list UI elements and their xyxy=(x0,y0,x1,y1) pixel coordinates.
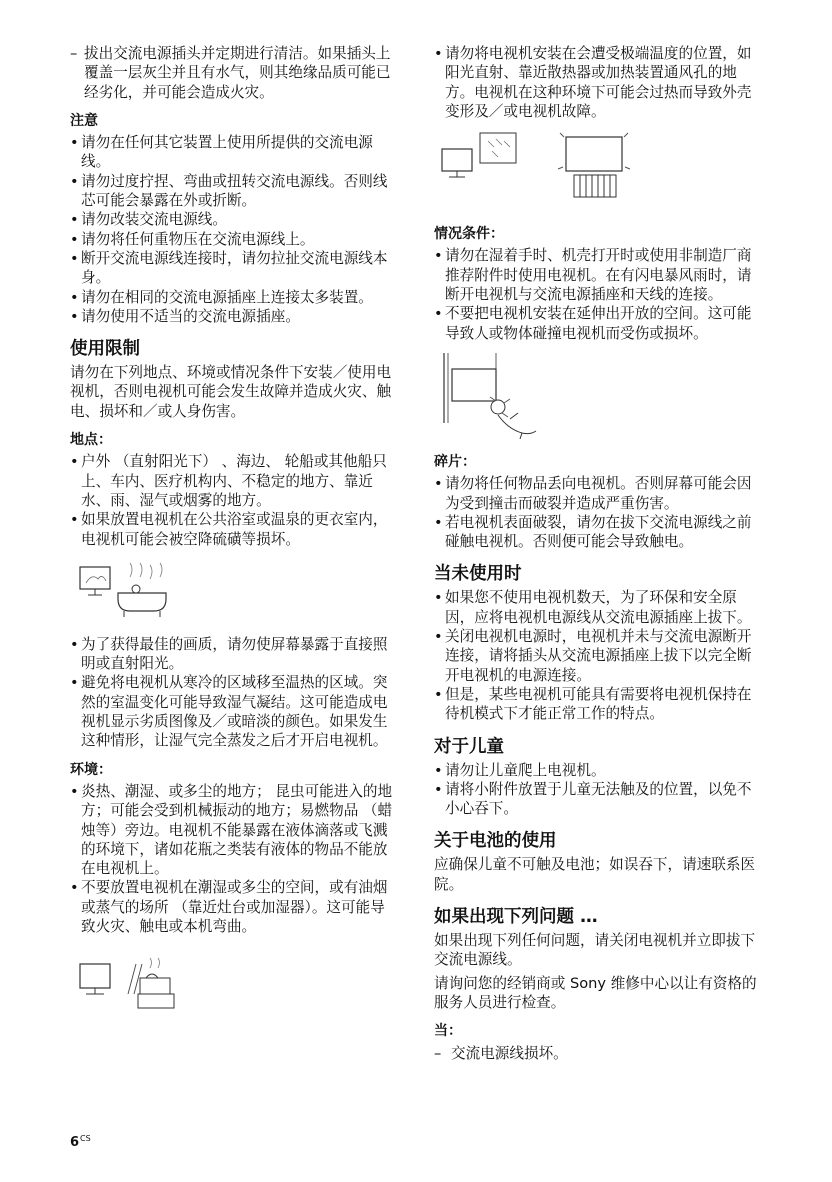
list-item: • 请勿将电视机安装在会遭受极端温度的位置，如阳光直射、靠近散热器或加热装置通风孔的地方。电视机在这种环境下可能会过热而导致外壳变形及／或电视机故障。 xyxy=(434,45,752,120)
list-item: • 关闭电视机电源时，电视机并未与交流电源断开连接，请将插头从交流电源插座上拔下以完全断开电视机的电源连接。 xyxy=(434,628,752,684)
intro-dash-item: – 拔出交流电源插头并定期进行清洁。如果插头上覆盖一层灰尘并且有水气，则其绝缘品质可能已经劣化，并可能会造成火灾。 xyxy=(70,45,391,101)
caution-title: 注意 xyxy=(70,112,98,129)
list-item: • 若电视机表面破裂，请勿在拔下交流电源线之前碰触电视机。否则便可能会导致触电。 xyxy=(434,513,752,551)
list-item: • 如果放置电视机在公共浴室或温泉的更衣室内，电视机可能会被空降硫磺等损坏。 xyxy=(70,511,388,548)
list-item: • 请勿将任何重物压在交流电源线上。 xyxy=(70,230,315,248)
list-item: • 请勿过度拧捏、弯曲或扭转交流电源线。否则线芯可能会暴露在外或折断。 xyxy=(70,172,388,210)
children-heading: 对于儿童 xyxy=(434,736,504,757)
restrictions-heading: 使用限制 xyxy=(70,339,140,360)
list-item: • 但是，某些电视机可能具有需要将电视机保持在待机模式下才能正常工作的特点。 xyxy=(434,685,752,723)
tv-stove-icon xyxy=(74,954,184,1014)
dash-marker: – xyxy=(434,1044,442,1062)
list-item: • 避免将电视机从寒冷的区域移至温热的区域。突然的室温变化可能导致湿气凝结。这可能造成电视机显示劣质图像及／或暗淡的颜色。如果发生这种情形，让湿气完全蒸发之后才开启电视机。 xyxy=(70,674,388,750)
list-item: • 不要放置电视机在潮湿或多尘的空间，或有油烟或蒸气的场所 （靠近灶台或加湿器）。这可能导致火灾、触电或本机弯曲。 xyxy=(70,879,388,935)
left-column xyxy=(70,44,396,1026)
battery-heading: 关于电池的使用 xyxy=(434,831,557,852)
page-number: $6^{CS}$ xyxy=(70,1134,91,1150)
when-title: 当： xyxy=(434,1023,462,1040)
list-item: • 如果您不使用电视机数天，为了环保和安全原因，应将电视机电源线从交流电源插座上拔下。 xyxy=(434,589,752,626)
problem-heading: 如果出现下列问题 … xyxy=(434,907,598,928)
list-item: • 请勿使用不适当的交流电源插座。 xyxy=(70,307,300,325)
kitchen-illustration xyxy=(74,954,396,1016)
right-column xyxy=(434,44,760,1069)
tv-bath-icon xyxy=(74,559,174,619)
bathroom-illustration xyxy=(74,559,396,625)
battery-text: 应确保儿童不可触及电池；如误吞下，请速联系医院。 xyxy=(434,856,756,893)
list-item: • 户外 （直射阳光下） 、海边、 轮船或其他船只上、车内、医疗机构内、不稳定的地方、靠近水、雨、湿气或烟雾的地方。 xyxy=(70,453,387,509)
environment-title: 环境： xyxy=(70,761,112,778)
tv-extended-collision-icon xyxy=(438,353,548,441)
location-title: 地点： xyxy=(70,432,112,449)
wall-mount-illustration xyxy=(438,353,760,443)
tv-sunlight-heater-icon xyxy=(438,129,638,199)
list-item: • 请勿改装交流电源线。 xyxy=(70,211,227,229)
list-item: • 请勿让儿童爬上电视机。 xyxy=(434,761,606,779)
dash-marker: – xyxy=(70,45,78,62)
list-item: • 请将小附件放置于儿童无法触及的位置，以免不小心吞下。 xyxy=(434,780,752,818)
list-item: • 为了获得最佳的画质，请勿使屏幕暴露于直接照明或直射阳光。 xyxy=(70,635,388,673)
restrictions-text: 请勿在下列地点、环境或情况条件下安装／使用电视机，否则电视机可能会发生故障并造成火灾、触电、损坏和／或人身伤害。 xyxy=(70,364,392,420)
list-item: • 请勿在任何其它装置上使用所提供的交流电源线。 xyxy=(70,134,373,171)
list-item: • 断开交流电源线连接时，请勿拉扯交流电源线本身。 xyxy=(70,249,388,287)
list-item: • 不要把电视机安装在延伸出开放的空间。这可能导致人或物体碰撞电视机而受伤或损坏。 xyxy=(434,305,752,342)
list-item: • 请勿将任何物品丢向电视机。否则屏幕可能会因为受到撞击而破裂并造成严重伤害。 xyxy=(434,475,752,512)
list-item: • 炎热、潮湿、或多尘的地方； 昆虫可能进入的地方；可能会受到机械振动的地方；易燃物品 （蜡烛等）旁边。电视机不能暴露在液体滴落或飞溅的环境下，诸如花瓶之类装有液体的物品不能放在电视机上。 xyxy=(70,782,393,878)
list-item: • 请勿在相同的交流电源插座上连接太多装置。 xyxy=(70,288,373,306)
unused-heading: 当未使用时 xyxy=(434,564,522,585)
problem-text: 如果出现下列任何问题，请关闭电视机并立即拔下交流电源线。 xyxy=(434,932,756,969)
caution-list xyxy=(70,133,396,326)
fragments-title: 碎片： xyxy=(434,453,476,470)
list-item: • 请勿在湿着手时、机壳打开时或使用非制造厂商推荐附件时使用电视机。在有闪电暴风雨时，请断开电视机与交流电源插座和天线的连接。 xyxy=(434,247,752,304)
service-text: 请询问您的经销商或 Sony 维修中心以让有资格的服务人员进行检查。 xyxy=(434,974,757,1011)
condition-title: 情况条件： xyxy=(434,226,504,243)
heat-illustration xyxy=(438,129,760,203)
when-dash-item: – 交流电源线损坏。 xyxy=(434,1044,568,1062)
